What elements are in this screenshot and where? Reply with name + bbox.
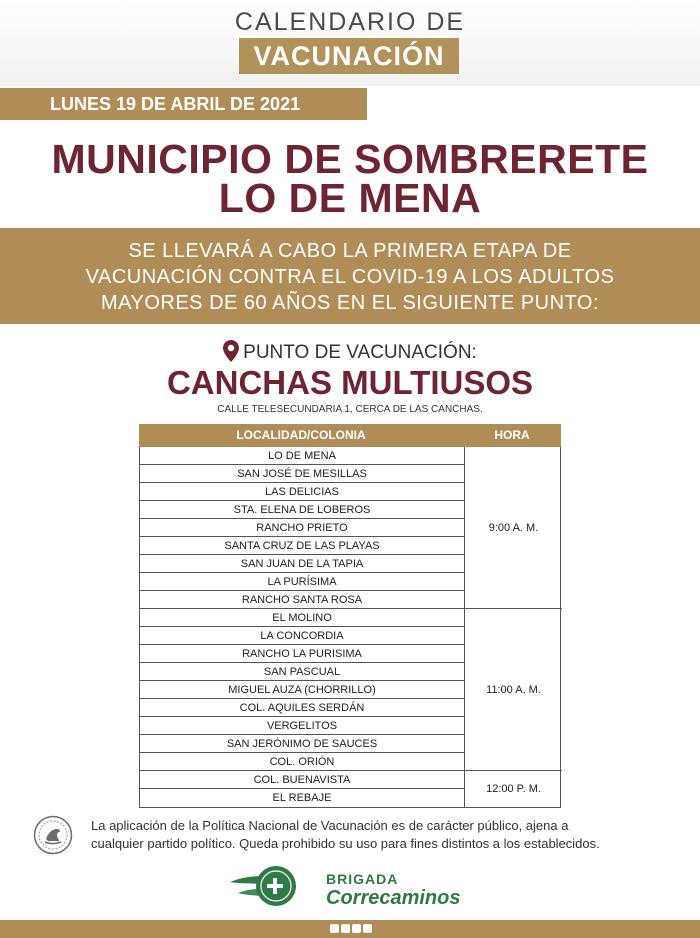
disclaimer-line2: cualquier partido político. Queda prohibido su uso para fines distintos a los establecidos. [91, 836, 600, 851]
facebook-icon [330, 924, 339, 933]
notice-line1: SE LLEVARÁ A CABO LA PRIMERA ETAPA DE [128, 240, 572, 262]
site-label-row [0, 340, 700, 364]
time-column [464, 447, 561, 807]
table-row: LO DE MENA [140, 447, 464, 465]
column-header-time: HORA [494, 428, 530, 442]
site-address: CALLE TELESECUNDARIA 1, CERCA DE LAS CANCHAS. [217, 404, 483, 415]
table-row: COL. AQUILES SERDÁN [140, 699, 464, 717]
notice-line2: VACUNACIÓN CONTRA EL COVID-19 A LOS ADULTOS [85, 266, 615, 288]
time-cell: 11:00 A. M. [465, 609, 562, 771]
disclaimer-text [91, 817, 681, 853]
calendar-title-line2: VACUNACIÓN [239, 38, 459, 74]
municipality-line1: MUNICIPIO DE SOMBRERETE [51, 136, 649, 182]
instagram-icon [352, 924, 361, 933]
table-row: RANCHO SANTA ROSA [140, 591, 464, 609]
notice-text [0, 238, 700, 316]
table-row: SAN JOSÉ DE MESILLAS [140, 465, 464, 483]
municipality-line2: LO DE MENA [218, 175, 482, 221]
table-row: VERGELITOS [140, 717, 464, 735]
disclaimer-line1: La aplicación de la Política Nacional de Vacunación es de carácter público, ajena a [91, 818, 569, 833]
brigada-logo-icon [230, 862, 300, 910]
site-label: PUNTO DE VACUNACIÓN: [243, 342, 477, 363]
table-row: SANTA CRUZ DE LAS PLAYAS [140, 537, 464, 555]
table-row: COL. BUENAVISTA [140, 771, 464, 789]
youtube-icon [363, 924, 372, 933]
table-row: LA CONCORDIA [140, 627, 464, 645]
table-row: STA. ELENA DE LOBEROS [140, 501, 464, 519]
table-row: SAN PASCUAL [140, 663, 464, 681]
table-row: SAN JUAN DE LA TAPIA [140, 555, 464, 573]
twitter-icon [341, 924, 350, 933]
table-row: MIGUEL AUZA (CHORRILLO) [140, 681, 464, 699]
calendar-title-line1: CALENDARIO DE [234, 8, 466, 36]
table-row: SAN JERÓNIMO DE SAUCES [140, 735, 464, 753]
table-row: LAS DELICIAS [140, 483, 464, 501]
table-row: RANCHO LA PURISIMA [140, 645, 464, 663]
time-cell: 9:00 A. M. [465, 447, 562, 609]
table-row: EL REBAJE [272, 792, 332, 804]
schedule-header [139, 424, 561, 447]
table-row: LA PURÍSIMA [140, 573, 464, 591]
date-banner: LUNES 19 DE ABRIL DE 2021 [0, 88, 367, 120]
time-cell: 12:00 P. M. [486, 783, 541, 795]
municipality-title [0, 136, 700, 221]
location-pin-icon [223, 340, 239, 362]
schedule-table [139, 447, 561, 808]
table-row: COL. ORIÓN [140, 753, 464, 771]
brand-line1: BRIGADA [326, 871, 399, 887]
column-header-locality: LOCALIDAD/COLONIA [236, 428, 366, 442]
site-name: CANCHAS MULTIUSOS [166, 364, 534, 401]
table-row: RANCHO PRIETO [140, 519, 464, 537]
national-seal-icon [33, 815, 73, 855]
locality-column [140, 447, 464, 807]
social-icons [330, 924, 372, 933]
brand-line2: Correcaminos [326, 887, 461, 909]
table-row: EL MOLINO [140, 609, 464, 627]
notice-line3: MAYORES DE 60 AÑOS EN EL SIGUIENTE PUNTO: [100, 292, 600, 314]
